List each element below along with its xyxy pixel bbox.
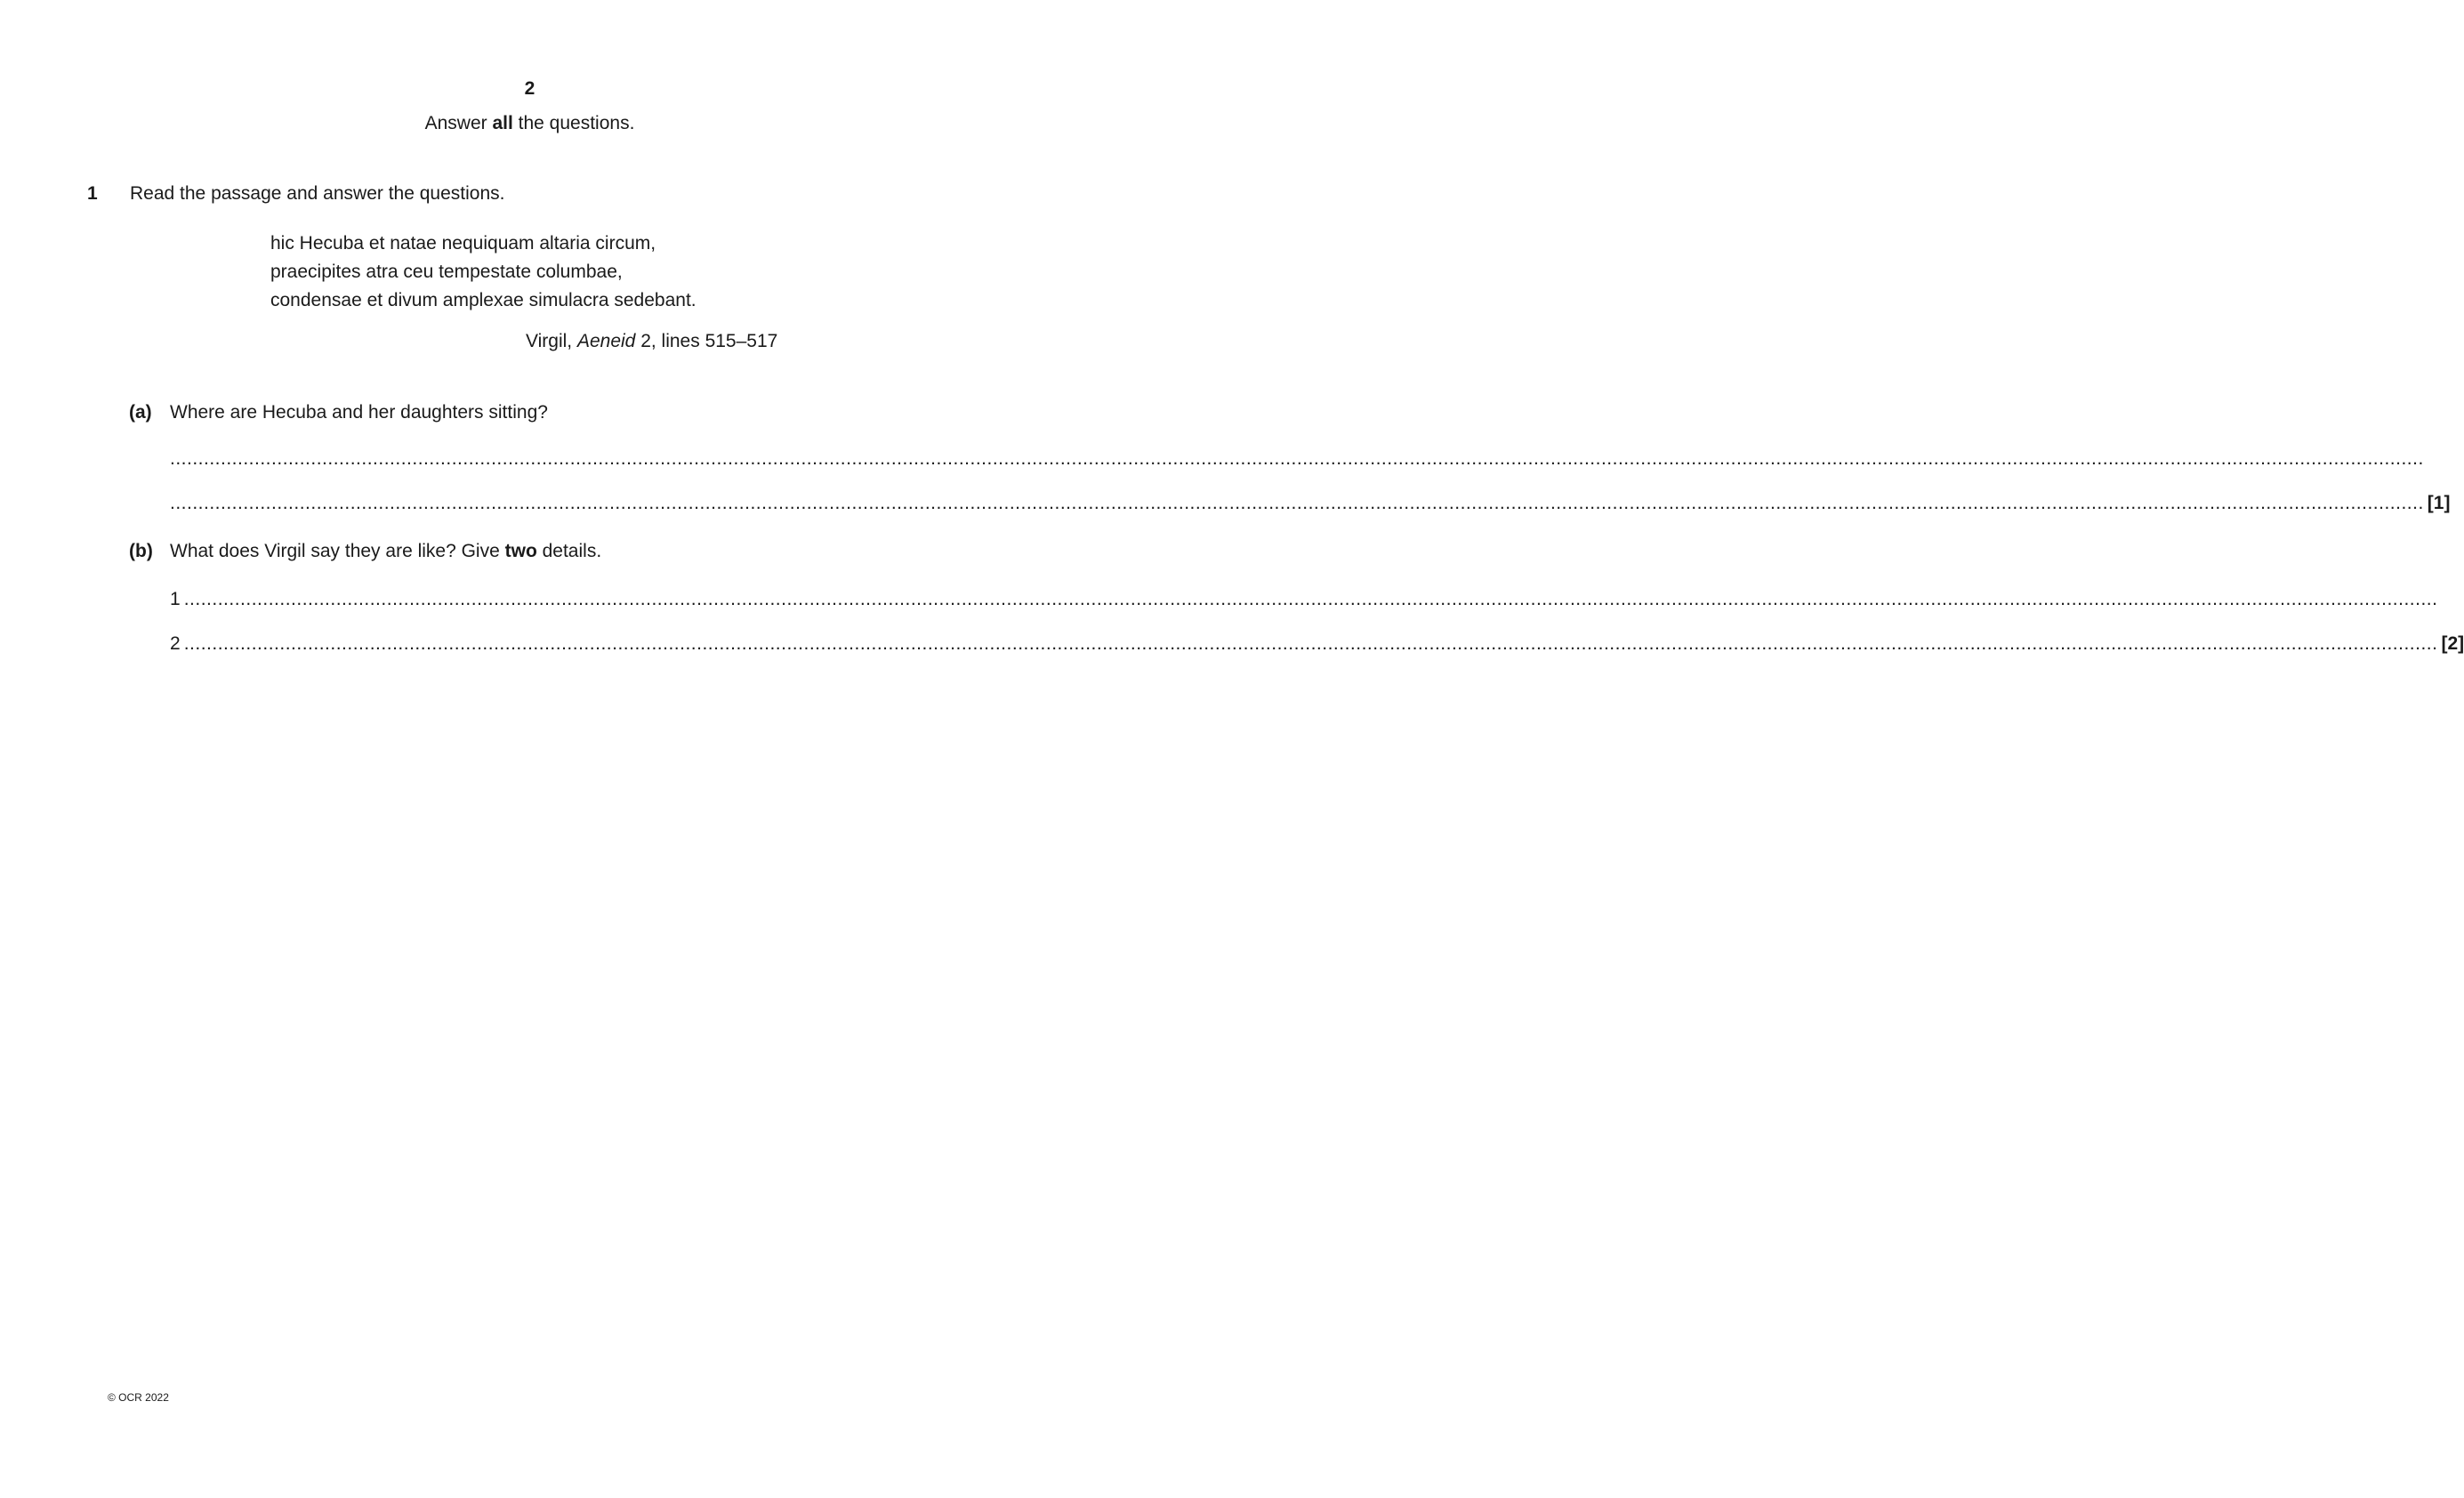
dotted-line: ................................................................................................................................................................................................................................................................................................................................................................................................................ <box>183 589 2438 609</box>
passage-line: condensae et divum amplexae simulacra sedebant. <box>270 290 697 310</box>
part-a-question: Where are Hecuba and her daughters sitting? <box>170 402 548 423</box>
dotted-line: ................................................................................................................................................................................................................................................................................................................................................................................................................ <box>183 633 2438 654</box>
passage-line: praecipites atra ceu tempestate columbae, <box>270 262 623 282</box>
work-title: Aeneid <box>576 331 636 351</box>
question-text: Read the passage and answer the questions. <box>130 183 505 204</box>
part-b-question: What does Virgil say they are like? Give two details. <box>170 541 602 561</box>
dotted-line: ................................................................................................................................................................................................................................................................................................................................................................................................................ <box>170 448 2424 469</box>
page-number: 2 <box>524 78 535 99</box>
instruction-emphasis: all <box>492 113 513 133</box>
part-a-marks: [1] <box>2427 493 2451 513</box>
answer-line-number: 1 <box>170 589 181 609</box>
part-b-emphasis: two <box>504 541 537 561</box>
part-b-answer-line-1[interactable] <box>170 589 2438 610</box>
part-b-label: (b) <box>129 541 153 561</box>
question-number: 1 <box>87 183 98 204</box>
dotted-line: ................................................................................................................................................................................................................................................................................................................................................................................................................ <box>170 493 2424 513</box>
latin-passage <box>270 230 697 315</box>
passage-line: hic Hecuba et natae nequiquam altaria circum, <box>270 233 656 254</box>
instruction: Answer all the questions. <box>424 113 635 133</box>
part-a-answer-line-2[interactable] <box>170 493 2451 514</box>
part-b-answer-line-2[interactable] <box>170 633 2464 655</box>
answer-line-number: 2 <box>170 633 181 654</box>
part-a-label: (a) <box>129 402 152 423</box>
part-a-answer-line-1[interactable] <box>170 448 2424 470</box>
passage-citation: Virgil, Aeneid 2, lines 515–517 <box>526 331 778 351</box>
copyright-footer: © OCR 2022 <box>108 1391 169 1404</box>
part-b-marks: [2] <box>2441 633 2464 654</box>
